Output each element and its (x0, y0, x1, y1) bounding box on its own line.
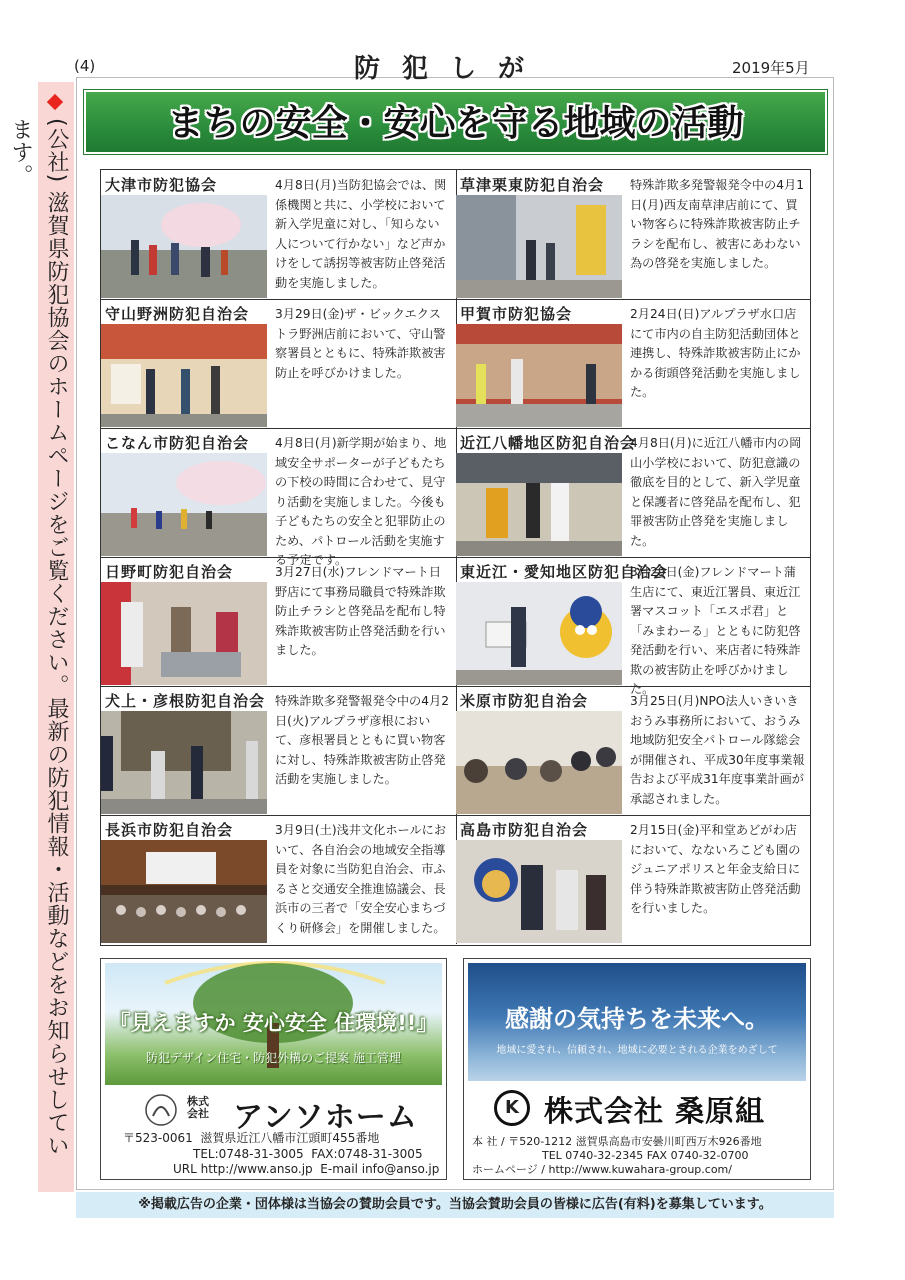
report-cell (101, 686, 457, 816)
report-title: 大津市防犯協会 (105, 176, 218, 194)
issue-date: 2019年5月 (732, 59, 810, 77)
ad-postal: 〒523-0061 (123, 1131, 193, 1145)
ad-tree-image (105, 963, 442, 1085)
ad-email[interactable]: E-mail info@anso.jp (320, 1162, 440, 1176)
report-text: 2月24日(日)アルプラザ水口店にて市内の自主防犯活動団体と連携し、特殊詐欺被害防止にかかる街頭啓発活動を実施しました。 (630, 307, 801, 399)
report-text: 4月8日(月)新学期が始まり、地域安全サポーターが子どもたちの下校の時間に合わせて、見守り活動を実施しました。今後も子どもたちの安全と犯罪防止のため、パトロール活動を実施する予定です。 (275, 436, 447, 567)
report-text: 3月27日(水)フレンドマート日野店にて事務局職員で特殊詐欺防止チラシと啓発品を配布し特殊詐欺被害防止啓発活動を行いました。 (275, 565, 446, 657)
diamond-icon (47, 94, 63, 110)
website-notice-text: (公社) 滋賀県防犯協会のホームページをご覧ください。最新の防犯情報・活動などをお知らせしています。 (8, 118, 69, 1158)
newsletter-title: 防犯しが (353, 54, 546, 84)
report-cell (101, 170, 457, 300)
website-notice-sidebar (8, 82, 74, 1192)
report-title: 犬上・彦根防犯自治会 (105, 692, 266, 710)
report-title: 日野町防犯自治会 (105, 563, 234, 581)
report-cell (456, 299, 811, 429)
report-cell (101, 815, 457, 944)
report-cell (456, 686, 811, 816)
report-photo (456, 195, 622, 298)
report-title: 米原市防犯自治会 (460, 692, 589, 710)
report-title: 甲賀市防犯協会 (460, 305, 573, 323)
report-title: 近江八幡地区防犯自治会 (460, 434, 637, 452)
ad-company-name: アンソホーム (233, 1100, 418, 1135)
report-text: 3月25日(月)NPO法人いきいきおうみ事務所において、おうみ地域防犯安全パトロール隊総会が開催され、平成30年度事業報告および平成31年度事業計画が承認されました。 (630, 694, 805, 806)
report-text: 3月29日(金)フレンドマート蒲生店にて、東近江署員、東近江署マスコット「エスポ君」と「みまわーる」とともに防犯啓発活動を行い、来店者に特殊詐欺の被害防止を呼びかけました。 (630, 565, 801, 696)
ad-url[interactable]: ホームページ / http://www.kuwahara-group.com/ (472, 1163, 732, 1176)
kuwahara-logo-icon: K (494, 1090, 530, 1126)
report-text: 3月29日(金)ザ・ビックエクストラ野洲店前において、守山警察署員とともに、特殊詐欺被害防止を呼びかけました。 (275, 307, 446, 380)
activity-report-grid (100, 169, 811, 946)
ad-address: 滋賀県近江八幡市江頭町455番地 (200, 1131, 380, 1145)
report-text: 4月8日(月)に近江八幡市内の岡山小学校において、防犯意識の徹底を目的として、新入学児童と保護者に啓発品を配布し、犯罪被害防止啓発を実施しました。 (630, 436, 802, 548)
report-photo (456, 453, 622, 556)
anso-logo-icon (141, 1092, 181, 1128)
kuwahara-advertisement (463, 958, 811, 1180)
ad-company-name: 株式会社 桑原組 (544, 1094, 766, 1128)
report-photo (101, 324, 267, 427)
ad-slogan: 『見えますか 安心安全 住環境!!』 (109, 1011, 438, 1035)
report-text: 特殊詐欺多発警報発令中の4月2日(火)アルプラザ彦根において、彦根署員とともに買い物客に対し、特殊詐欺被害防止啓発活動を実施しました。 (275, 694, 449, 786)
ad-subtitle: 防犯デザイン住宅・防犯外構のご提案 施工管理 (146, 1051, 401, 1065)
section-banner (84, 90, 827, 154)
report-photo (456, 840, 622, 943)
anso-home-advertisement (100, 958, 447, 1180)
report-text: 2月15日(金)平和堂あどがわ店において、なないろこども園のジュニアポリスと年金支給日に伴う特殊詐欺被害防止啓発活動を行いました。 (630, 823, 801, 915)
ad-brand (494, 1087, 794, 1131)
report-cell (101, 428, 457, 567)
report-title: こなん市防犯自治会 (105, 434, 250, 452)
ad-tel: TEL:0748-31-3005 (193, 1146, 304, 1161)
ad-contact-info (123, 1131, 443, 1178)
ad-address: 本 社 / 〒520-1212 滋賀県高島市安曇川町西万木926番地 (472, 1135, 762, 1148)
report-photo (101, 711, 267, 814)
report-text: 特殊詐欺多発警報発令中の4月1日(月)西友南草津店前にて、買い物客らに特殊詐欺被害防止チラシを配布し、被害にあわない為の啓発を実施しました。 (630, 178, 804, 270)
ad-subtitle: 地域に愛され、信頼され、地域に必要とされる企業をめざして (496, 1045, 778, 1056)
report-title: 草津栗東防犯自治会 (460, 176, 605, 194)
advertising-notice: ※掲載広告の企業・団体様は当協会の賛助会員です。当協会賛助会員の皆様に広告(有料)を募集しています。 (76, 1192, 834, 1218)
report-title: 高島市防犯自治会 (460, 821, 589, 839)
section-title: まちの安全・安心を守る地域の活動 (167, 103, 744, 144)
ad-fax: FAX:0748-31-3005 (311, 1146, 423, 1161)
page-number: (4) (74, 57, 96, 75)
report-cell (456, 428, 811, 558)
ad-slogan: 感謝の気持ちを未来へ。 (505, 1004, 769, 1033)
ad-sky-image (468, 963, 806, 1081)
report-text: 4月8日(月)当防犯協会では、関係機関と共に、小学校において新入学児童に対し、「知らない人について行かない」など声かけをして誘拐等被害防止啓発活動を実施しました。 (275, 178, 447, 290)
report-photo (456, 324, 622, 427)
report-text: 3月9日(土)浅井文化ホールにおいて、各自治会の地域安全指導員を対象に当防犯自治会、市ふるさと交通安全推進協議会、長浜市の三者で「安全安心まちづくり研修会」を開催しました。 (275, 823, 447, 935)
report-photo (101, 582, 267, 685)
report-photo (101, 453, 267, 556)
report-cell (101, 299, 457, 429)
report-cell (101, 557, 457, 687)
report-cell (456, 815, 811, 944)
report-title: 守山野洲防犯自治会 (105, 305, 250, 323)
report-title: 東近江・愛知地区防犯自治会 (460, 563, 669, 581)
ad-contact-info (472, 1135, 808, 1177)
ad-company-type: 株式会社 (187, 1095, 209, 1120)
ad-tel: TEL 0740-32-2345 FAX 0740-32-0700 (542, 1149, 749, 1162)
report-cell (456, 557, 811, 696)
ad-url[interactable]: URL http://www.anso.jp (173, 1162, 313, 1176)
report-cell (456, 170, 811, 300)
report-photo (101, 840, 267, 943)
report-title: 長浜市防犯自治会 (105, 821, 234, 839)
report-photo (456, 582, 622, 685)
report-photo (456, 711, 622, 814)
ad-brand (141, 1092, 441, 1135)
report-photo (101, 195, 267, 298)
